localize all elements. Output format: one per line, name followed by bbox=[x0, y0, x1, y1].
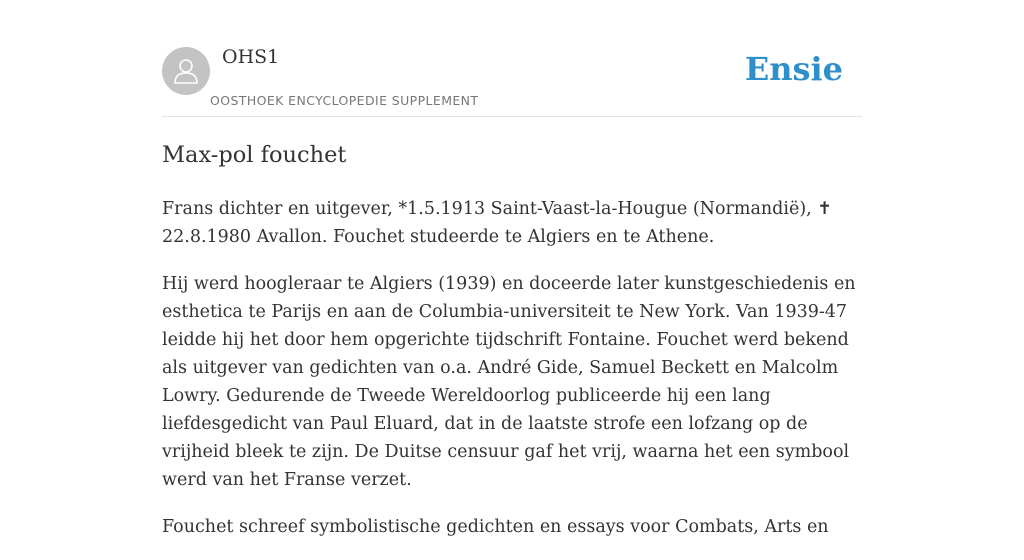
author-name[interactable]: OHS1 bbox=[222, 46, 280, 68]
article-header bbox=[162, 40, 862, 117]
source-label[interactable]: OOSTHOEK ENCYCLOPEDIE SUPPLEMENT bbox=[210, 93, 479, 108]
article-title: Max-pol fouchet bbox=[162, 142, 347, 168]
brand-logo[interactable]: Ensie bbox=[744, 50, 843, 88]
article-paragraph: Fouchet schreef symbolistische gedichten en essays voor Combats, Arts en bbox=[162, 517, 829, 537]
article-body bbox=[162, 139, 862, 560]
article-paragraph: Hij werd hoogleraar te Algiers (1939) en doceerde later kunstgeschiedenis en esthetica te Parijs en aan de Columbia-universiteit te New York. Van 1939-47 leidde hij het door hem opgerichte tijdschrift Fontaine. Fouchet werd bekend als uitgever van gedichten van o.a. André Gide, Samuel Beckett en Malcolm Lowry. Gedurende de Tweede Wereldoorlog publiceerde hij een lang liefdesgedicht van Paul Eluard, dat in de laatste strofe een lofzang op de vrijheid bleek te zijn. De Duitse censuur gaf het vrij, waarna het een symbool werd van het Franse verzet. bbox=[162, 274, 856, 490]
article-paragraph: Frans dichter en uitgever, *1.5.1913 Saint-Vaast-la-Hougue (Normandië), ✝ 22.8.1980 Avallon. Fouchet studeerde te Algiers en te Athene. bbox=[162, 199, 832, 247]
user-avatar-icon bbox=[171, 56, 201, 86]
avatar[interactable] bbox=[162, 47, 210, 95]
